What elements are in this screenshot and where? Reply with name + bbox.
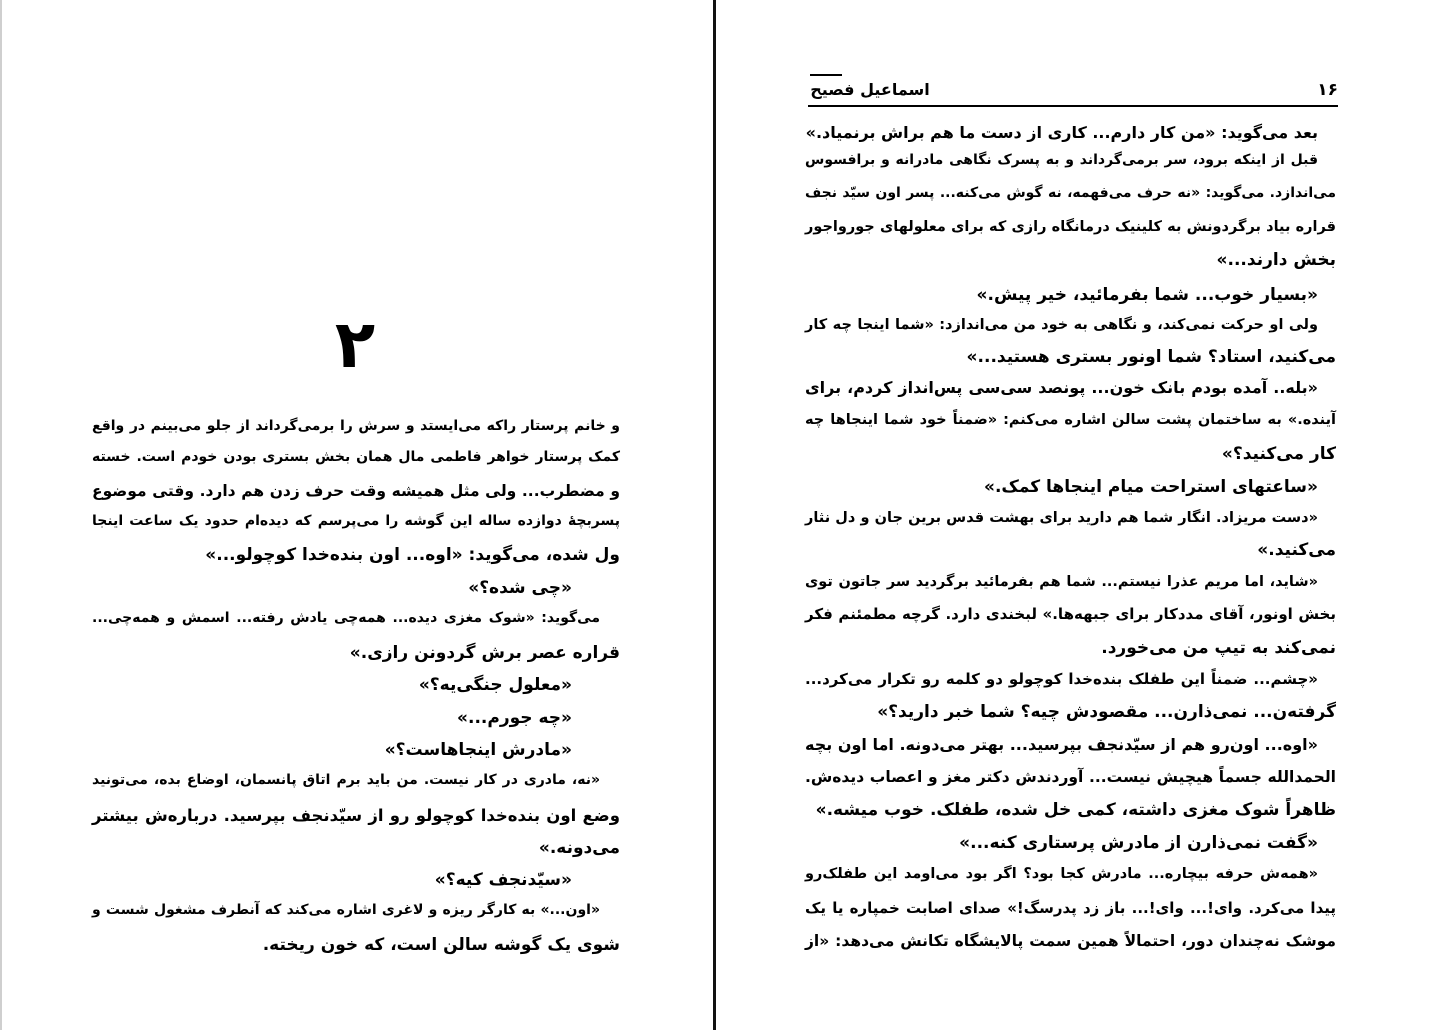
text-line: می‌گوید: «شوک مغزی دیده... همه‌چی یادش رفته... اسمش و همه‌چی... bbox=[92, 610, 600, 626]
text-line: «چشم... ضمناً این طفلک بنده‌خدا کوچولو دو کلمه رو تکرار می‌کرد... bbox=[805, 670, 1318, 688]
text-line: «چه جورم...» bbox=[457, 708, 572, 728]
text-line: می‌اندازد. می‌گوید: «نه حرف می‌فهمه، نه گوش می‌کنه... پسر اون سیّد نجف bbox=[805, 185, 1336, 201]
text-line: ظاهراً شوک مغزی داشته، کمی خل شده، طفلک. خوب میشه.» bbox=[815, 800, 1336, 820]
text-line: بعد می‌گوید: «من کار دارم... کاری از دست ما هم براش برنمیاد.» bbox=[805, 123, 1318, 142]
text-line: «بله.. آمده بودم بانک خون... پونصد سی‌سی پس‌انداز کردم، برای bbox=[805, 378, 1318, 397]
text-line: شوی یک گوشه سالن است، که خون ریخته. bbox=[262, 935, 620, 955]
text-line: کار می‌کنید؟» bbox=[1221, 444, 1336, 464]
page-gutter bbox=[713, 0, 716, 1030]
text-line: «معلول جنگی‌یه؟» bbox=[418, 675, 572, 695]
text-line: موشک نه‌چندان دور، احتمالاً همین سمت پالایشگاه تکانش می‌دهد: «از bbox=[805, 932, 1336, 950]
text-line: پیدا می‌کرد. وای!... وای!... باز زد پدرسگ!» صدای اصابت خمپاره یا یک bbox=[805, 899, 1336, 917]
text-line: «چی شده؟» bbox=[468, 578, 572, 598]
text-line: می‌کنید.» bbox=[1257, 540, 1336, 560]
header-rule bbox=[808, 105, 1338, 107]
text-line: می‌دونه.» bbox=[538, 838, 620, 858]
text-line: «همه‌ش حرفه بیچاره... مادرش کجا بود؟ اگر بود می‌اومد این طفلک‌رو bbox=[805, 866, 1318, 882]
text-line: ولی او حرکت نمی‌کند، و نگاهی به خود من می‌اندازد: «شما اینجا چه کار bbox=[805, 317, 1318, 333]
text-line: «گفت نمی‌ذارن از مادرش پرستاری کنه...» bbox=[959, 833, 1318, 853]
text-line: «اون...» به کارگر ریزه و لاغری اشاره می‌کند که آنطرف مشغول شست و bbox=[92, 902, 600, 918]
text-line: بخش دارند...» bbox=[1216, 250, 1336, 270]
text-line: «دست مریزاد. انگار شما هم دارید برای بهشت قدس برین جان و دل نثار bbox=[805, 510, 1318, 526]
text-line: گرفته‌ن... نمی‌ذارن... مقصودش چیه؟ شما خبر دارید؟» bbox=[877, 702, 1336, 722]
text-line: قبل از اینکه برود، سر برمی‌گرداند و به پسرک نگاهی مادرانه و برافسوس bbox=[805, 152, 1318, 168]
text-line: «مادرش اینجاهاست؟» bbox=[384, 740, 572, 760]
text-line: می‌کنید، استاد؟ شما اونور بستری هستید...» bbox=[966, 347, 1336, 367]
text-line: «بسیار خوب... شما بفرمائید، خیر پیش.» bbox=[976, 285, 1318, 305]
text-line: «سیّدنجف کیه؟» bbox=[434, 870, 572, 890]
text-line: «شاید، اما مریم عذرا نیستم... شما هم بفرمائید برگردید سر جاتون توی bbox=[805, 574, 1318, 590]
text-line: کمک پرستار خواهر فاطمی مال همان بخش بستری بودن خودم است. خسته bbox=[92, 449, 620, 465]
chapter-number: ۲ bbox=[334, 306, 376, 383]
text-line: بخش اونور، آقای مددکار برای جبهه‌ها.» لبخندی دارد. گرچه مطمئنم فکر bbox=[805, 605, 1336, 623]
header-rule-short bbox=[810, 74, 842, 76]
text-line: نمی‌کند به تیپ من می‌خورد. bbox=[1101, 638, 1336, 658]
text-line: قراره بیاد برگردونش به کلینیک درمانگاه رازی که برای معلولهای جورواجور bbox=[805, 219, 1336, 235]
scan-edge bbox=[0, 0, 2, 1030]
page-number: ۱۶ bbox=[1317, 80, 1338, 100]
text-line: و خانم پرستار راکه می‌ایستد و سرش را برمی‌گرداند از جلو می‌بینم در واقع bbox=[92, 418, 620, 434]
text-line: پسربچهٔ دوازده ساله این گوشه را می‌پرسم که دیده‌ام حدود یک ساعت اینجا bbox=[92, 513, 620, 529]
text-line: الحمدالله جسماً هیچیش نیست... آوردندش دکتر مغز و اعصاب دیده‌ش. bbox=[805, 768, 1336, 786]
text-line: «اوه... اون‌رو هم از سیّدنجف بپرسید... بهتر می‌دونه. اما اون بچه bbox=[805, 735, 1318, 754]
text-line: «نه، مادری در کار نیست. من باید برم اتاق پانسمان، اوضاع بده، می‌تونید bbox=[92, 772, 600, 788]
text-line: آینده.» به ساختمان پشت سالن اشاره می‌کنم: «ضمناً خود شما اینجاها چه bbox=[805, 412, 1336, 428]
text-line: و مضطرب... ولی مثل همیشه وقت حرف زدن هم دارد. وقتی موضوع bbox=[92, 482, 620, 500]
text-line: «ساعتهای استراحت میام اینجاها کمک.» bbox=[983, 477, 1318, 497]
text-line: ول شده، می‌گوید: «اوه... اون بنده‌خدا کوچولو...» bbox=[205, 545, 620, 565]
running-header-author: اسماعیل فصیح bbox=[810, 80, 930, 99]
text-line: قراره عصر برش گردونن رازی.» bbox=[349, 643, 620, 663]
text-line: وضع اون بنده‌خدا کوچولو رو از سیّدنجف بپرسید. درباره‌ش بیشتر bbox=[92, 806, 620, 825]
